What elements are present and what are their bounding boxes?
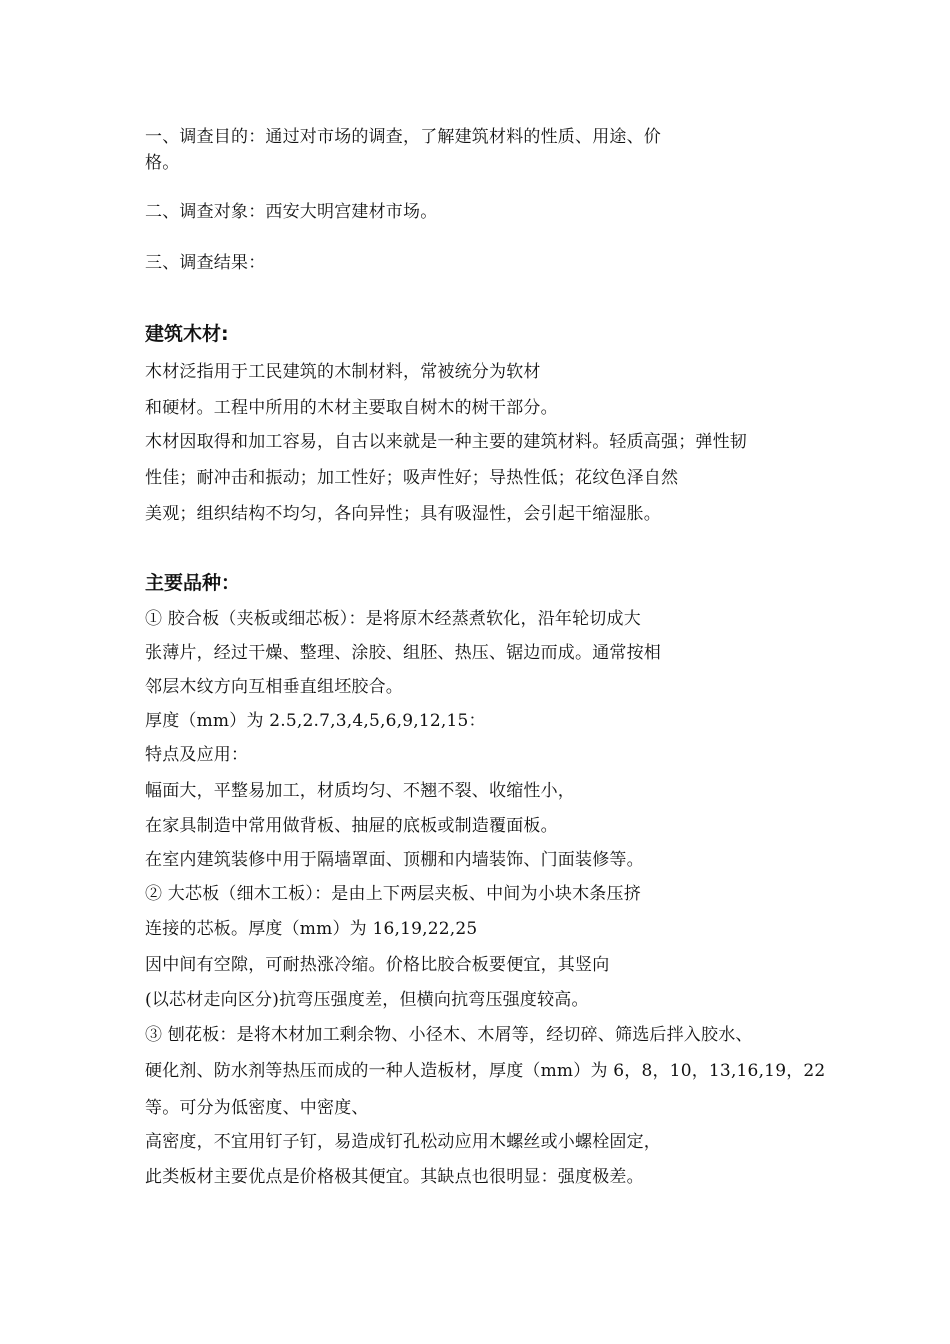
variety-line: 在家具制造中常用做背板、抽屉的底板或制造覆面板。: [145, 816, 558, 836]
variety-line: ② 大芯板（细木工板）：是由上下两层夹板、中间为小块木条压挤: [145, 884, 641, 904]
variety-line: 等。可分为低密度、中密度、: [145, 1098, 369, 1118]
timber-heading: 建筑木材:: [145, 323, 229, 345]
variety-line: 在室内建筑装修中用于隔墙罩面、顶棚和内墙装饰、门面装修等。: [145, 850, 644, 870]
timber-line: 木材泛指用于工民建筑的木制材料，常被统分为软材: [145, 362, 541, 382]
survey-object: 二、调查对象：西安大明宫建材市场。: [145, 202, 438, 222]
timber-line: 性佳；耐冲击和振动；加工性好；吸声性好；导热性低；花纹色泽自然: [145, 468, 679, 488]
variety-line: 因中间有空隙，可耐热涨冷缩。价格比胶合板要便宜，其竖向: [145, 955, 610, 975]
timber-line: 美观；组织结构不均匀，各向异性；具有吸湿性，会引起干缩湿胀。: [145, 504, 661, 524]
variety-line: ① 胶合板（夹板或细芯板）：是将原木经蒸煮软化，沿年轮切成大: [145, 609, 641, 629]
purpose-line-2: 格。: [145, 153, 180, 173]
timber-line: 木材因取得和加工容易，自古以来就是一种主要的建筑材料。轻质高强；弹性韧: [145, 432, 747, 452]
variety-line: 硬化剂、防水剂等热压而成的一种人造板材，厚度（mm）为 6，8，10，13,16,19，22: [145, 1061, 826, 1081]
purpose-line-1: 一、调查目的：通过对市场的调查，了解建筑材料的性质、用途、价: [145, 127, 661, 147]
variety-line: 连接的芯板。厚度（mm）为 16,19,22,25: [145, 919, 478, 939]
variety-line: 特点及应用：: [145, 745, 249, 765]
variety-line: 张薄片，经过干燥、整理、涂胶、组胚、热压、锯边而成。通常按相: [145, 643, 661, 663]
variety-line: 厚度（mm）为 2.5,2.7,3,4,5,6,9,12,15：: [145, 711, 486, 731]
variety-line: (以芯材走向区分)抗弯压强度差，但横向抗弯压强度较高。: [145, 990, 589, 1010]
variety-line: 此类板材主要优点是价格极其便宜。其缺点也很明显：强度极差。: [145, 1167, 644, 1187]
variety-line: 高密度，不宜用钉子钉，易造成钉孔松动应用木螺丝或小螺栓固定，: [145, 1132, 661, 1152]
variety-line: 邻层木纹方向互相垂直组坯胶合。: [145, 677, 403, 697]
variety-line: ③ 刨花板：是将木材加工剩余物、小径木、木屑等，经切碎、筛选后拌入胶水、: [145, 1025, 753, 1045]
variety-line: 幅面大，平整易加工，材质均匀、不翘不裂、收缩性小，: [145, 781, 575, 801]
survey-result: 三、调查结果：: [145, 253, 266, 273]
varieties-heading: 主要品种：: [145, 572, 241, 594]
timber-line: 和硬材。工程中所用的木材主要取自树木的树干部分。: [145, 398, 558, 418]
